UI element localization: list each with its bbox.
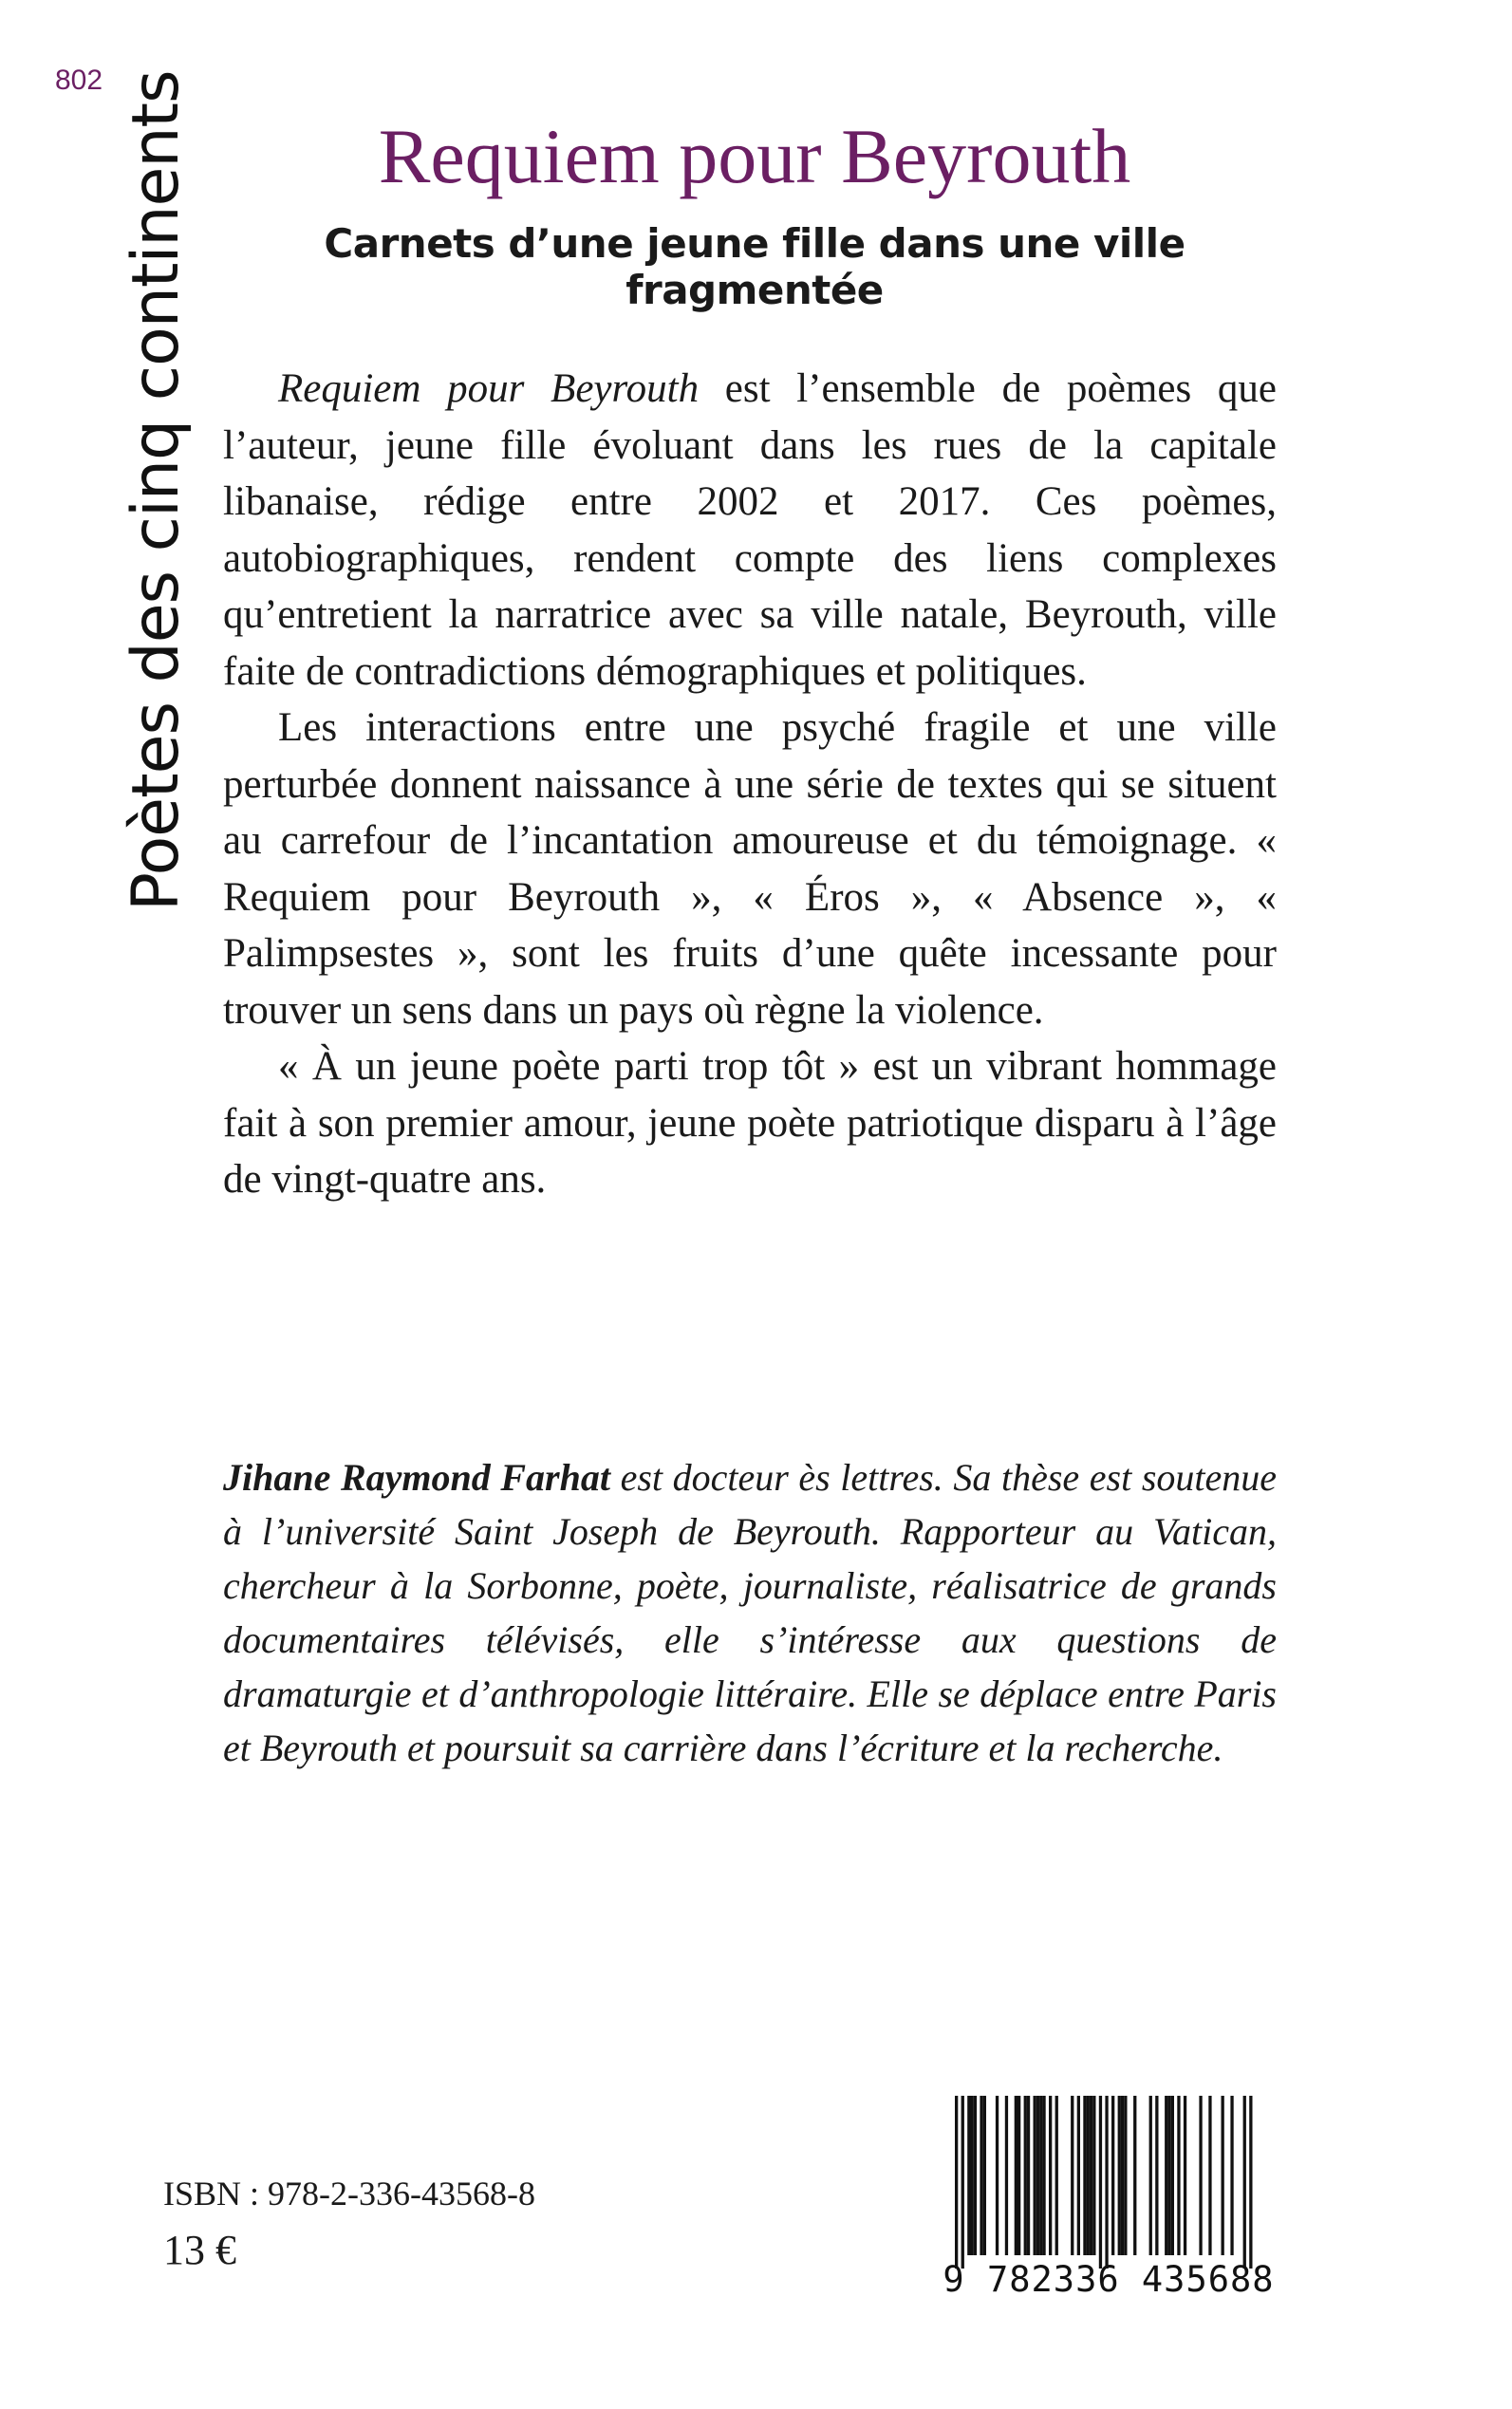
barcode-bar <box>1177 2096 1180 2255</box>
barcode-bar <box>1111 2096 1114 2255</box>
barcode-bar <box>1092 2096 1095 2255</box>
title-italic: Requiem pour Beyrouth <box>278 366 700 411</box>
barcode-bar <box>1222 2096 1224 2255</box>
barcode-bar <box>955 2096 958 2269</box>
barcode-bar <box>967 2096 970 2255</box>
barcode-bar <box>1167 2096 1170 2255</box>
barcode <box>919 2096 1298 2300</box>
series-number: 802 <box>55 65 103 96</box>
barcode-bar <box>1024 2096 1027 2255</box>
barcode-bar <box>1077 2096 1080 2255</box>
barcode-bar <box>1055 2096 1058 2255</box>
description-paragraph-3: « À un jeune poète parti trop tôt » est un vibrant hommage fait à son premier amour, jeune poète patriotique disparu à l’âge de vingt-quatre ans. <box>223 1044 1277 1202</box>
barcode-bar <box>1124 2096 1127 2255</box>
barcode-bar <box>1243 2096 1246 2269</box>
barcode-bar <box>971 2096 974 2255</box>
barcode-bar <box>1034 2096 1036 2255</box>
barcode-digits: 9 782336 435688 <box>943 2259 1275 2300</box>
paragraph-1-text: est l’ensemble de poèmes que l’auteur, jeune fille évoluant dans les rues de la capitale libanaise, rédige entre 2002 et 2017. Ces poèmes, autobiographiques, rendent compte des liens complexes qu’entretient la narratrice avec sa ville natale, Beyrouth, ville faite de contradictions démographiques et politiques. <box>223 366 1277 694</box>
barcode-bar <box>1165 2096 1167 2255</box>
barcode-bar <box>1199 2096 1202 2255</box>
barcode-bar <box>1087 2096 1090 2255</box>
book-title: Requiem pour Beyrouth <box>378 113 1131 199</box>
barcode-bar <box>1118 2096 1121 2255</box>
barcode-bar <box>1133 2096 1136 2255</box>
barcode-bar <box>1017 2096 1020 2255</box>
isbn: ISBN : 978-2-336-43568-8 <box>163 2175 535 2213</box>
author-bio <box>223 1450 1277 1775</box>
price: 13 € <box>163 2227 236 2273</box>
author-bio-text: est docteur ès lettres. Sa thèse est soutenue à l’université Saint Joseph de Beyrouth. Rapporteur au Vatican, chercheur à la Sorbonne, poète, journaliste, réalisatrice de grands documentaires télévisés, elle s’intéresse aux questions de dramaturgie et d’anthropologie littéraire. Elle se déplace entre Paris et Beyrouth et poursuit sa carrière dans l’écriture et la recherche. <box>223 1456 1278 1769</box>
barcode-bar <box>961 2096 964 2269</box>
barcode-bar <box>1149 2096 1152 2255</box>
barcode-bar <box>1090 2096 1092 2255</box>
barcode-bar <box>1208 2096 1211 2255</box>
barcode-bar <box>1005 2096 1008 2255</box>
author-name: Jihane Raymond Farhat <box>223 1456 610 1499</box>
barcode-bar <box>1230 2096 1233 2255</box>
barcode-bar <box>1171 2096 1174 2255</box>
barcode-bar <box>1105 2096 1108 2269</box>
barcode-bar <box>1099 2096 1102 2269</box>
barcode-bar <box>1071 2096 1073 2255</box>
description-paragraph-1 <box>223 361 1277 700</box>
barcode-bar <box>1049 2096 1052 2255</box>
barcode-bar <box>980 2096 982 2255</box>
barcode-bar <box>1249 2096 1252 2269</box>
barcode-bar <box>983 2096 986 2255</box>
barcode-bar <box>1083 2096 1086 2255</box>
book-subtitle: Carnets d’une jeune fille dans une ville fragmentée <box>324 220 1185 313</box>
barcode-bar <box>1121 2096 1124 2255</box>
book-description <box>223 361 1277 1208</box>
barcode-bar <box>1042 2096 1045 2255</box>
barcode-bar <box>1036 2096 1039 2255</box>
barcode-bar <box>1184 2096 1186 2255</box>
series-name-vertical: Poètes des cinq continents <box>119 70 194 911</box>
barcode-bar <box>1155 2096 1158 2255</box>
barcode-bar <box>974 2096 977 2255</box>
barcode-bar <box>996 2096 999 2255</box>
barcode-bar <box>1039 2096 1042 2255</box>
barcode-bar <box>1027 2096 1030 2255</box>
description-paragraph-2: Les interactions entre une psyché fragile et une ville perturbée donnent naissance à une série de textes qui se situent au carrefour de l’incantation amoureuse et du témoignage. « Requiem pour Beyrouth », « Éros », « Absence », « Palimpsestes », sont les fruits d’une quête incessante pour trouver un sens dans un pays où règne la violence. <box>223 705 1277 1033</box>
barcode-bar <box>1015 2096 1017 2255</box>
